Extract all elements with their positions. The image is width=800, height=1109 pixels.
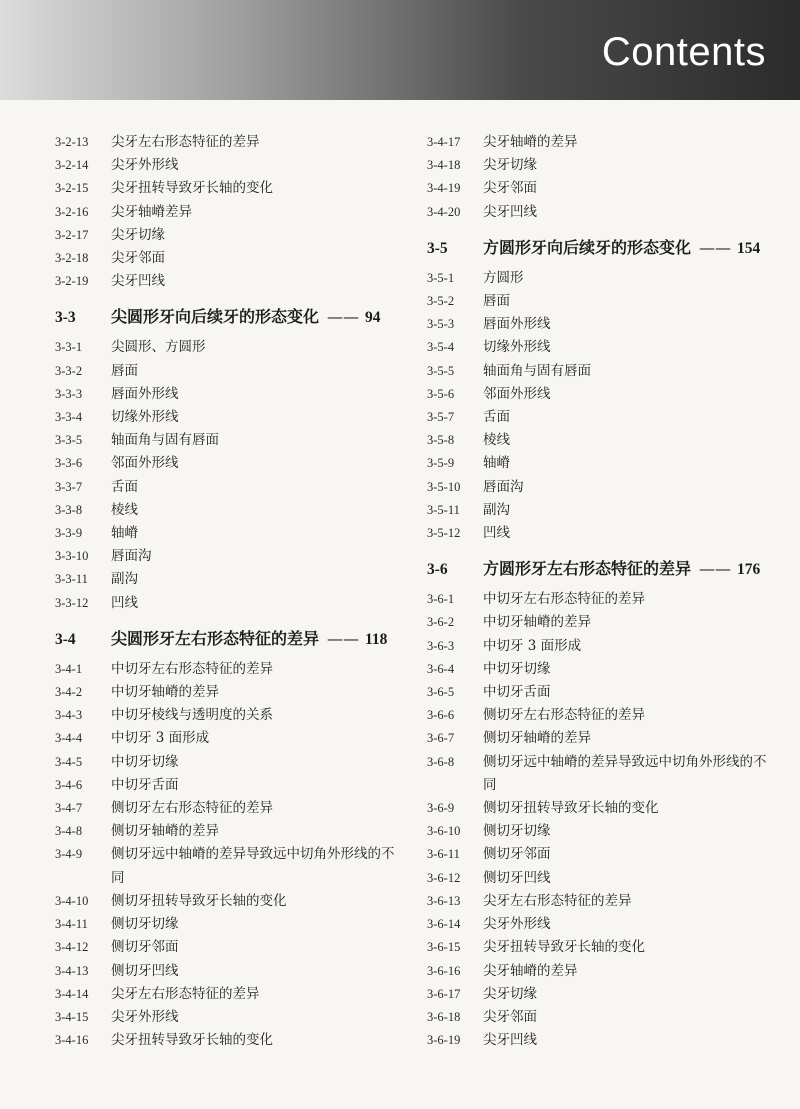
toc-entry-number: 3-6-15 bbox=[427, 940, 461, 955]
toc-entry[interactable] bbox=[427, 313, 772, 336]
toc-entry-title: 侧切牙轴嵴的差异 bbox=[483, 730, 591, 747]
toc-entry[interactable] bbox=[427, 843, 772, 866]
section-dash: —— bbox=[699, 559, 732, 579]
toc-entry-title: 中切牙切缘 bbox=[483, 660, 551, 677]
toc-entry-title: 尖牙切缘 bbox=[483, 985, 537, 1002]
toc-entry-number: 3-6-17 bbox=[427, 986, 461, 1001]
toc-entry-title: 唇面 bbox=[111, 362, 138, 379]
toc-entry-title: 侧切牙扭转导致牙长轴的变化 bbox=[111, 892, 287, 909]
toc-entry[interactable] bbox=[55, 177, 400, 200]
toc-entry-title: 切缘外形线 bbox=[111, 409, 179, 426]
toc-entry[interactable] bbox=[427, 154, 772, 177]
section-dash: —— bbox=[327, 628, 360, 648]
toc-entry-title: 棱线 bbox=[483, 432, 510, 449]
toc-entry-number: 3-5-3 bbox=[427, 317, 455, 332]
toc-entry-number: 3-4-16 bbox=[55, 1033, 89, 1048]
toc-entry-title: 尖牙外形线 bbox=[483, 916, 551, 933]
toc-entry-title: 侧切牙邻面 bbox=[483, 846, 551, 863]
toc-entry-number: 3-4-18 bbox=[427, 158, 461, 173]
toc-entry[interactable] bbox=[427, 452, 772, 475]
toc-entry-title: 副沟 bbox=[483, 501, 510, 518]
toc-entry[interactable] bbox=[55, 592, 400, 615]
toc-entry-title: 方圆形 bbox=[483, 269, 524, 286]
toc-entry-number: 3-4-13 bbox=[55, 963, 89, 978]
toc-entry-number: 3-4-20 bbox=[427, 204, 461, 219]
toc-entry-number: 3-3-9 bbox=[55, 526, 83, 541]
toc-entry-title: 中切牙棱线与透明度的关系 bbox=[111, 707, 273, 724]
toc-entry-number: 3-4-9 bbox=[55, 847, 83, 862]
toc-entry-number: 3-2-15 bbox=[55, 181, 89, 196]
toc-section-heading[interactable] bbox=[55, 627, 400, 652]
toc-entry-title: 中切牙轴嵴的差异 bbox=[111, 684, 219, 701]
toc-entry[interactable] bbox=[55, 201, 400, 224]
toc-entry-title: 唇面沟 bbox=[483, 478, 524, 495]
toc-entry-title: 中切牙切缘 bbox=[111, 753, 179, 770]
toc-entry-title: 舌面 bbox=[483, 409, 510, 426]
toc-entry-title: 侧切牙远中轴嵴的差异导致远中切角外形线的不同 bbox=[111, 846, 395, 886]
toc-entry-title: 尖牙外形线 bbox=[111, 157, 179, 174]
toc-entry-number: 3-5-11 bbox=[427, 502, 460, 517]
section-page-number: 176 bbox=[737, 561, 761, 579]
toc-entry-number: 3-2-13 bbox=[55, 135, 89, 149]
toc-entry-title: 中切牙左右形态特征的差异 bbox=[111, 660, 273, 677]
toc-entry[interactable] bbox=[55, 751, 400, 774]
toc-entry-title: 中切牙左右形态特征的差异 bbox=[483, 591, 645, 608]
toc-entry[interactable] bbox=[427, 522, 772, 545]
section-title: 尖圆形牙向后续牙的形态变化 bbox=[111, 307, 320, 327]
toc-entry[interactable] bbox=[55, 774, 400, 797]
toc-entry-number: 3-3-11 bbox=[55, 572, 88, 587]
toc-entry-number: 3-4-2 bbox=[55, 685, 83, 700]
toc-entry[interactable] bbox=[427, 751, 772, 797]
section-title: 尖圆形牙左右形态特征的差异 bbox=[111, 628, 320, 648]
toc-entry-title: 中切牙舌面 bbox=[111, 776, 179, 793]
toc-entry-number: 3-3-6 bbox=[55, 456, 83, 471]
toc-entry-number: 3-2-14 bbox=[55, 158, 89, 173]
toc-entry-title: 切缘外形线 bbox=[483, 339, 551, 356]
toc-entry-number: 3-4-14 bbox=[55, 986, 89, 1001]
toc-entry-title: 尖牙外形线 bbox=[111, 1008, 179, 1025]
toc-entry-number: 3-4-7 bbox=[55, 801, 83, 816]
toc-entry[interactable] bbox=[55, 797, 400, 820]
toc-entry-number: 3-4-10 bbox=[55, 893, 89, 908]
toc-entry[interactable] bbox=[427, 429, 772, 452]
toc-entry-number: 3-3-12 bbox=[55, 595, 89, 610]
toc-entry[interactable] bbox=[55, 727, 400, 750]
toc-entry[interactable] bbox=[55, 406, 400, 429]
toc-entry-number: 3-5-2 bbox=[427, 294, 455, 309]
toc-entry-title: 唇面沟 bbox=[111, 548, 152, 565]
toc-entry-number: 3-4-11 bbox=[55, 917, 88, 932]
toc-entry-number: 3-6-18 bbox=[427, 1009, 461, 1024]
toc-entry[interactable] bbox=[427, 1029, 772, 1052]
toc-entry-title: 轴面角与固有唇面 bbox=[483, 362, 591, 379]
toc-entry[interactable] bbox=[55, 224, 400, 247]
toc-entry[interactable] bbox=[427, 820, 772, 843]
toc-entry-title: 轴面角与固有唇面 bbox=[111, 432, 219, 449]
section-page-number: 94 bbox=[365, 309, 381, 327]
toc-entry-title: 中切牙舌面 bbox=[483, 684, 551, 701]
toc-entry-title: 尖牙凹线 bbox=[483, 1032, 537, 1049]
toc-entry[interactable] bbox=[55, 336, 400, 359]
toc-entry-number: 3-3-1 bbox=[55, 340, 83, 355]
toc-entry[interactable] bbox=[55, 452, 400, 475]
toc-entry[interactable] bbox=[55, 545, 400, 568]
toc-entry-title: 中切牙 3 面形成 bbox=[111, 730, 210, 747]
toc-entry-number: 3-3-5 bbox=[55, 433, 83, 448]
toc-entry[interactable] bbox=[55, 522, 400, 545]
toc-entry-title: 舌面 bbox=[111, 478, 138, 495]
toc-entry-number: 3-5-12 bbox=[427, 526, 461, 541]
toc-entry-number: 3-6-16 bbox=[427, 963, 461, 978]
section-dash: —— bbox=[327, 307, 360, 327]
toc-entry-title: 尖牙扭转导致牙长轴的变化 bbox=[111, 180, 273, 197]
toc-entry[interactable] bbox=[427, 658, 772, 681]
toc-entry[interactable] bbox=[55, 936, 400, 959]
toc-entry[interactable] bbox=[427, 267, 772, 290]
toc-entry[interactable] bbox=[55, 1029, 400, 1052]
section-number: 3-6 bbox=[427, 561, 448, 579]
toc-entry-number: 3-4-3 bbox=[55, 708, 83, 723]
toc-entry-title: 中切牙轴嵴的差异 bbox=[483, 614, 591, 631]
toc-entry-title: 轴嵴 bbox=[483, 455, 510, 472]
toc-entry[interactable] bbox=[55, 154, 400, 177]
toc-entry-number: 3-4-1 bbox=[55, 661, 83, 676]
toc-entry-number: 3-4-15 bbox=[55, 1009, 89, 1024]
toc-entry-title: 尖牙左右形态特征的差异 bbox=[111, 985, 260, 1002]
toc-entry-number: 3-2-19 bbox=[55, 274, 89, 289]
toc-entry-number: 3-5-10 bbox=[427, 479, 461, 494]
toc-entry[interactable] bbox=[427, 890, 772, 913]
toc-entry-number: 3-6-4 bbox=[427, 661, 455, 676]
toc-entry-number: 3-6-13 bbox=[427, 893, 461, 908]
toc-entry[interactable] bbox=[427, 360, 772, 383]
toc-entry-number: 3-6-8 bbox=[427, 754, 455, 769]
toc-entry-number: 3-2-16 bbox=[55, 204, 89, 219]
toc-entry-title: 唇面 bbox=[483, 293, 510, 310]
toc-entry-number: 3-5-9 bbox=[427, 456, 455, 471]
toc-entry[interactable] bbox=[427, 867, 772, 890]
toc-entry[interactable] bbox=[427, 797, 772, 820]
toc-entry[interactable] bbox=[55, 383, 400, 406]
toc-entry-title: 轴嵴 bbox=[111, 525, 138, 542]
toc-entry-title: 侧切牙左右形态特征的差异 bbox=[111, 800, 273, 817]
page-title: Contents bbox=[601, 30, 766, 74]
toc-entry[interactable] bbox=[427, 635, 772, 658]
toc-entry[interactable] bbox=[55, 960, 400, 983]
toc-entry-title: 尖牙轴嵴的差异 bbox=[483, 134, 578, 150]
toc-entry[interactable] bbox=[55, 820, 400, 843]
toc-entry-number: 3-4-17 bbox=[427, 135, 461, 149]
toc-column-right bbox=[427, 131, 772, 1052]
toc-entry[interactable] bbox=[55, 568, 400, 591]
toc-entry-number: 3-4-8 bbox=[55, 824, 83, 839]
toc-entry-number: 3-4-19 bbox=[427, 181, 461, 196]
toc-entry-number: 3-4-12 bbox=[55, 940, 89, 955]
toc-entry[interactable] bbox=[427, 1006, 772, 1029]
section-page-number: 118 bbox=[365, 630, 388, 648]
toc-entry-number: 3-6-6 bbox=[427, 708, 455, 723]
toc-entry-number: 3-3-7 bbox=[55, 479, 83, 494]
toc-entry[interactable] bbox=[427, 960, 772, 983]
section-number: 3-3 bbox=[55, 309, 76, 327]
toc-entry-title: 侧切牙左右形态特征的差异 bbox=[483, 707, 645, 724]
section-title: 方圆形牙向后续牙的形态变化 bbox=[483, 237, 692, 257]
toc-entry-title: 侧切牙切缘 bbox=[111, 916, 179, 933]
section-dash: —— bbox=[699, 237, 732, 257]
toc-entry[interactable] bbox=[55, 476, 400, 499]
toc-entry-number: 3-3-3 bbox=[55, 386, 83, 401]
toc-entry[interactable] bbox=[427, 588, 772, 611]
toc-entry[interactable] bbox=[55, 704, 400, 727]
toc-entry-number: 3-5-8 bbox=[427, 433, 455, 448]
toc-entry-number: 3-3-2 bbox=[55, 363, 83, 378]
toc-entry[interactable] bbox=[55, 499, 400, 522]
toc-entry-number: 3-6-1 bbox=[427, 592, 455, 607]
toc-entry-number: 3-3-10 bbox=[55, 549, 89, 564]
toc-entry[interactable] bbox=[427, 913, 772, 936]
toc-entry-title: 尖牙邻面 bbox=[483, 180, 537, 197]
toc-entry[interactable] bbox=[427, 704, 772, 727]
toc-entry-number: 3-5-1 bbox=[427, 270, 455, 285]
toc-entry[interactable] bbox=[427, 681, 772, 704]
toc-entry-title: 尖圆形、方圆形 bbox=[111, 339, 206, 356]
toc-entry-number: 3-5-5 bbox=[427, 363, 455, 378]
toc-entry-number: 3-2-18 bbox=[55, 251, 89, 266]
toc-entry[interactable] bbox=[55, 913, 400, 936]
toc-entry-title: 凹线 bbox=[483, 525, 510, 542]
toc-entry-title: 尖牙凹线 bbox=[111, 273, 165, 290]
toc-entry-title: 尖牙轴嵴差异 bbox=[111, 203, 192, 220]
toc-entry-title: 尖牙凹线 bbox=[483, 203, 537, 220]
toc-entry[interactable] bbox=[427, 177, 772, 200]
toc-entry-title: 尖牙扭转导致牙长轴的变化 bbox=[111, 1032, 273, 1049]
toc-entry-title: 侧切牙凹线 bbox=[483, 869, 551, 886]
toc-entry-number: 3-2-17 bbox=[55, 227, 89, 242]
toc-entry-title: 尖牙轴嵴的差异 bbox=[483, 962, 578, 979]
toc-entry[interactable] bbox=[427, 936, 772, 959]
toc-section-heading[interactable] bbox=[427, 557, 772, 582]
toc-entry-title: 邻面外形线 bbox=[111, 455, 179, 472]
toc-entry-number: 3-5-7 bbox=[427, 410, 455, 425]
toc-entry-number: 3-6-14 bbox=[427, 917, 461, 932]
toc-section-heading[interactable] bbox=[55, 305, 400, 330]
toc-entry-title: 副沟 bbox=[111, 571, 138, 588]
toc-entry[interactable] bbox=[427, 336, 772, 359]
toc-entry-title: 侧切牙邻面 bbox=[111, 939, 179, 956]
toc-entry-number: 3-4-5 bbox=[55, 754, 83, 769]
toc-entry-title: 尖牙切缘 bbox=[483, 157, 537, 174]
toc-entry-number: 3-6-9 bbox=[427, 801, 455, 816]
toc-entry[interactable] bbox=[55, 983, 400, 1006]
toc-entry-title: 尖牙扭转导致牙长轴的变化 bbox=[483, 939, 645, 956]
toc-entry[interactable] bbox=[55, 131, 400, 154]
toc-column-left bbox=[55, 131, 400, 1052]
toc-entry-title: 中切牙 3 面形成 bbox=[483, 637, 582, 654]
toc-entry[interactable] bbox=[427, 499, 772, 522]
toc-entry-title: 侧切牙轴嵴的差异 bbox=[111, 823, 219, 840]
section-title: 方圆形牙左右形态特征的差异 bbox=[483, 559, 692, 579]
toc-entry[interactable] bbox=[427, 727, 772, 750]
toc-entry-number: 3-3-8 bbox=[55, 502, 83, 517]
toc-entry-title: 侧切牙切缘 bbox=[483, 823, 551, 840]
toc-entry[interactable] bbox=[427, 131, 772, 154]
toc-entry-title: 侧切牙凹线 bbox=[111, 962, 179, 979]
section-number: 3-5 bbox=[427, 239, 448, 257]
header-banner bbox=[0, 0, 800, 100]
toc-entry[interactable] bbox=[55, 843, 400, 889]
toc-entry[interactable] bbox=[55, 360, 400, 383]
toc-entry-number: 3-6-3 bbox=[427, 638, 455, 653]
toc-entry[interactable] bbox=[427, 201, 772, 224]
toc-section-heading[interactable] bbox=[427, 236, 772, 261]
toc-entry-number: 3-6-5 bbox=[427, 685, 455, 700]
toc-entry-number: 3-6-12 bbox=[427, 870, 461, 885]
toc-entry-number: 3-5-4 bbox=[427, 340, 455, 355]
toc-entry-title: 棱线 bbox=[111, 501, 138, 518]
toc-entry[interactable] bbox=[427, 476, 772, 499]
toc-entry-number: 3-5-6 bbox=[427, 386, 455, 401]
toc-entry-number: 3-6-10 bbox=[427, 824, 461, 839]
toc-entry[interactable] bbox=[427, 290, 772, 313]
toc-entry-title: 侧切牙远中轴嵴的差异导致远中切角外形线的不同 bbox=[483, 753, 767, 793]
toc-entry[interactable] bbox=[55, 681, 400, 704]
toc-entry-title: 尖牙邻面 bbox=[111, 250, 165, 267]
toc-entry-number: 3-6-11 bbox=[427, 847, 460, 862]
toc-entry[interactable] bbox=[427, 611, 772, 634]
toc-entry[interactable] bbox=[55, 1006, 400, 1029]
toc-entry-title: 侧切牙扭转导致牙长轴的变化 bbox=[483, 800, 659, 817]
toc-entry-number: 3-3-4 bbox=[55, 410, 83, 425]
toc-entry-number: 3-4-6 bbox=[55, 777, 83, 792]
toc-entry[interactable] bbox=[55, 247, 400, 270]
toc-entry-title: 唇面外形线 bbox=[483, 316, 551, 333]
toc-entry-title: 尖牙切缘 bbox=[111, 226, 165, 243]
toc-entry-title: 凹线 bbox=[111, 594, 138, 611]
toc-entry[interactable] bbox=[55, 429, 400, 452]
toc-entry-title: 尖牙左右形态特征的差异 bbox=[483, 892, 632, 909]
toc-entry-number: 3-4-4 bbox=[55, 731, 83, 746]
toc-entry-title: 邻面外形线 bbox=[483, 385, 551, 402]
toc-entry[interactable] bbox=[427, 383, 772, 406]
toc-entry-number: 3-6-2 bbox=[427, 615, 455, 630]
toc-entry[interactable] bbox=[55, 270, 400, 293]
toc-entry[interactable] bbox=[427, 406, 772, 429]
section-number: 3-4 bbox=[55, 630, 76, 648]
toc-entry-title: 尖牙邻面 bbox=[483, 1008, 537, 1025]
toc-entry-number: 3-6-7 bbox=[427, 731, 455, 746]
toc-entry[interactable] bbox=[55, 890, 400, 913]
section-page-number: 154 bbox=[737, 239, 761, 257]
toc-entry[interactable] bbox=[427, 983, 772, 1006]
toc-entry-number: 3-6-19 bbox=[427, 1033, 461, 1048]
toc-entry[interactable] bbox=[55, 658, 400, 681]
toc-entry-title: 尖牙左右形态特征的差异 bbox=[111, 134, 260, 150]
toc-entry-title: 唇面外形线 bbox=[111, 385, 179, 402]
